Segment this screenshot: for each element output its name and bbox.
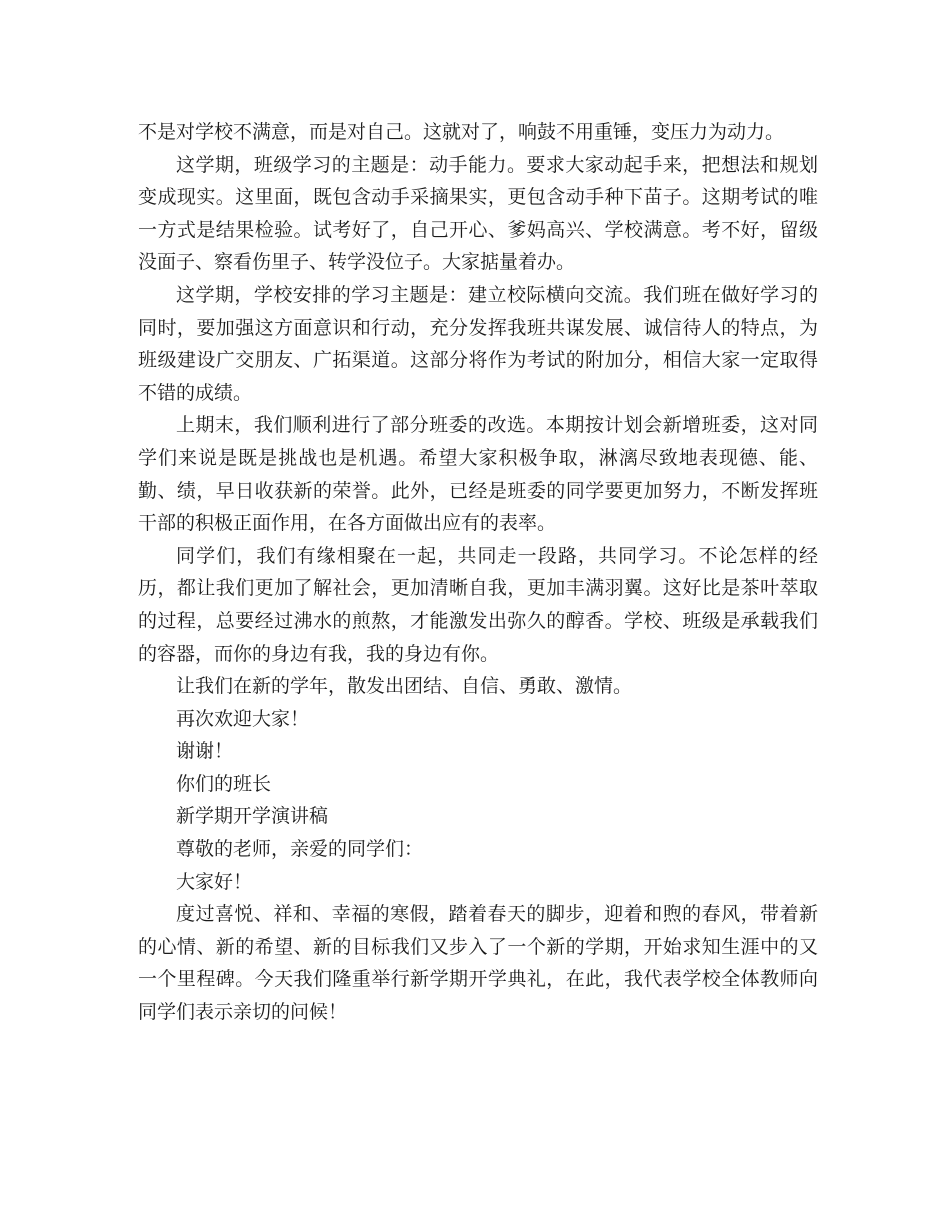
paragraph-class-study-theme: 这学期，班级学习的主题是：动手能力。要求大家动起手来，把想法和规划变成现实。这里面，既包含动手采摘果实，更包含动手种下苗子。这期考试的唯一方式是结果检验。试考好了，自己开心、爹妈高兴、学校满意。考不好，留级没面子、察看伤里子、转学没位子。大家掂量着办。 <box>138 153 818 274</box>
section-title: 新学期开学演讲稿 <box>176 805 329 828</box>
document-body <box>138 116 818 1029</box>
paragraph-signature: 你们的班长 <box>176 772 272 795</box>
paragraph-class-committee: 上期末，我们顺利进行了部分班委的改选。本期按计划会新增班委，这对同学们来说是既是挑战也是机遇。希望大家积极争取，淋漓尽致地表现德、能、勤、绩，早日收获新的荣誉。此外，已经是班委的同学要更加努力，不断发挥班干部的积极正面作用，在各方面做出应有的表率。 <box>138 414 818 535</box>
paragraph-new-year: 让我们在新的学年，散发出团结、自信、勇敢、激情。 <box>176 675 633 698</box>
paragraph-greeting: 大家好！ <box>176 870 253 893</box>
paragraph-welcome-again: 再次欢迎大家！ <box>176 707 310 730</box>
paragraph-thanks: 谢谢！ <box>176 740 234 763</box>
paragraph-continuation: 不是对学校不满意，而是对自己。这就对了，响鼓不用重锤，变压力为动力。 <box>138 121 785 143</box>
paragraph-salutation: 尊敬的老师，亲爱的同学们： <box>176 838 424 861</box>
paragraph-school-study-theme: 这学期，学校安排的学习主题是：建立校际横向交流。我们班在做好学习的同时，要加强这方面意识和行动，充分发挥我班共谋发展、诚信待人的特点，为班级建设广交朋友、广拓渠道。这部分将作为考试的附加分，相信大家一定取得不错的成绩。 <box>138 283 818 404</box>
paragraph-opening: 度过喜悦、祥和、幸福的寒假，踏着春天的脚步，迎着和煦的春风，带着新的心情、新的希望、新的目标我们又步入了一个新的学期，开始求知生涯中的又一个里程碑。今天我们隆重举行新学期开学典礼，在此，我代表学校全体教师向同学们表示亲切的问候！ <box>138 903 818 1024</box>
paragraph-classmates: 同学们，我们有缘相聚在一起，共同走一段路，共同学习。不论怎样的经历，都让我们更加了解社会，更加清晰自我，更加丰满羽翼。这好比是茶叶萃取的过程，总要经过沸水的煎熬，才能激发出弥久的醇香。学校、班级是承载我们的容器，而你的身边有我，我的身边有你。 <box>138 544 818 665</box>
